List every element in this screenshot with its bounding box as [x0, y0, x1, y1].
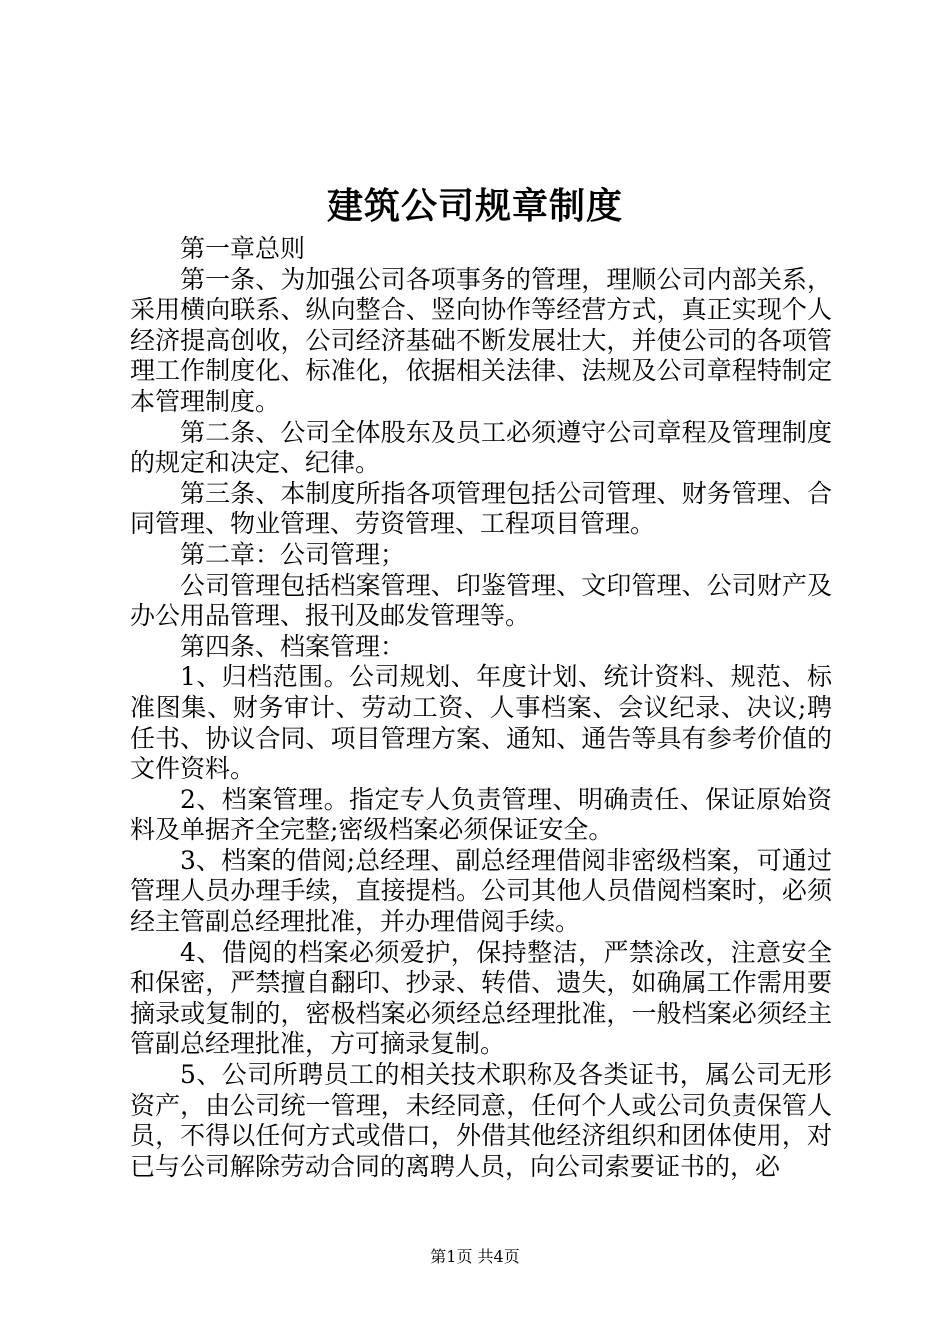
list-item-paragraph: 4、借阅的档案必须爱护，保持整洁，严禁涂改，注意安全和保密，严禁擅自翻印、抄录、转借、遗失，如确属工作需用要摘录或复制的，密极档案必须经总经理批准，一般档案必须经主管副总经理批准，方可摘录复制。 — [130, 937, 832, 1059]
document-title: 建筑公司规章制度 — [326, 185, 623, 227]
article-paragraph: 第三条、本制度所指各项管理包括公司管理、财务管理、合同管理、物业管理、劳资管理、工程项目管理。 — [130, 478, 832, 539]
list-item-paragraph: 5、公司所聘员工的相关技术职称及各类证书，属公司无形资产，由公司统一管理，未经同意，任何个人或公司负责保管人员，不得以任何方式或借口，外借其他经济组织和团体使用，对已与公司解除劳动合同的离聘人员，向公司索要证书的，必 — [130, 1060, 832, 1181]
list-item-paragraph: 3、档案的借阅;总经理、副总经理借阅非密级档案，可通过管理人员办理手续，直接提档。公司其他人员借阅档案时，必须经主管副总经理批准，并办理借阅手续。 — [130, 845, 832, 937]
article-heading: 第四条、档案管理： — [180, 631, 406, 661]
chapter-heading-general: 第一章总则 — [180, 234, 306, 263]
body-paragraph: 公司管理包括档案管理、印鉴管理、文印管理、公司财产及办公用品管理、报刊及邮发管理等。 — [130, 570, 832, 631]
article-paragraph: 第一条、为加强公司各项事务的管理，理顺公司内部关系，采用横向联系、纵向整合、竖向协作等经营方式，真正实现个人经济提高创收，公司经济基础不断发展壮大，并使公司的各项管理工作制度化、标准化，依据相关法律、法规及公司章程特制定本管理制度。 — [130, 264, 832, 416]
page-footer: 第1页 共4页 — [430, 1247, 520, 1266]
list-item-paragraph: 1、归档范围。公司规划、年度计划、统计资料、规范、标准图集、财务审计、劳动工资、人事档案、会议纪录、决议;聘任书、协议合同、项目管理方案、通知、通告等具有参考价值的文件资料。 — [130, 662, 832, 784]
document-body — [130, 234, 832, 1182]
chapter-heading-company-management: 第二章：公司管理； — [180, 539, 406, 569]
article-paragraph: 第二条、公司全体股东及员工必须遵守公司章程及管理制度的规定和决定、纪律。 — [130, 417, 832, 478]
list-item-paragraph: 2、档案管理。指定专人负责管理、明确责任、保证原始资料及单据齐全完整;密级档案必须保证安全。 — [130, 784, 832, 845]
